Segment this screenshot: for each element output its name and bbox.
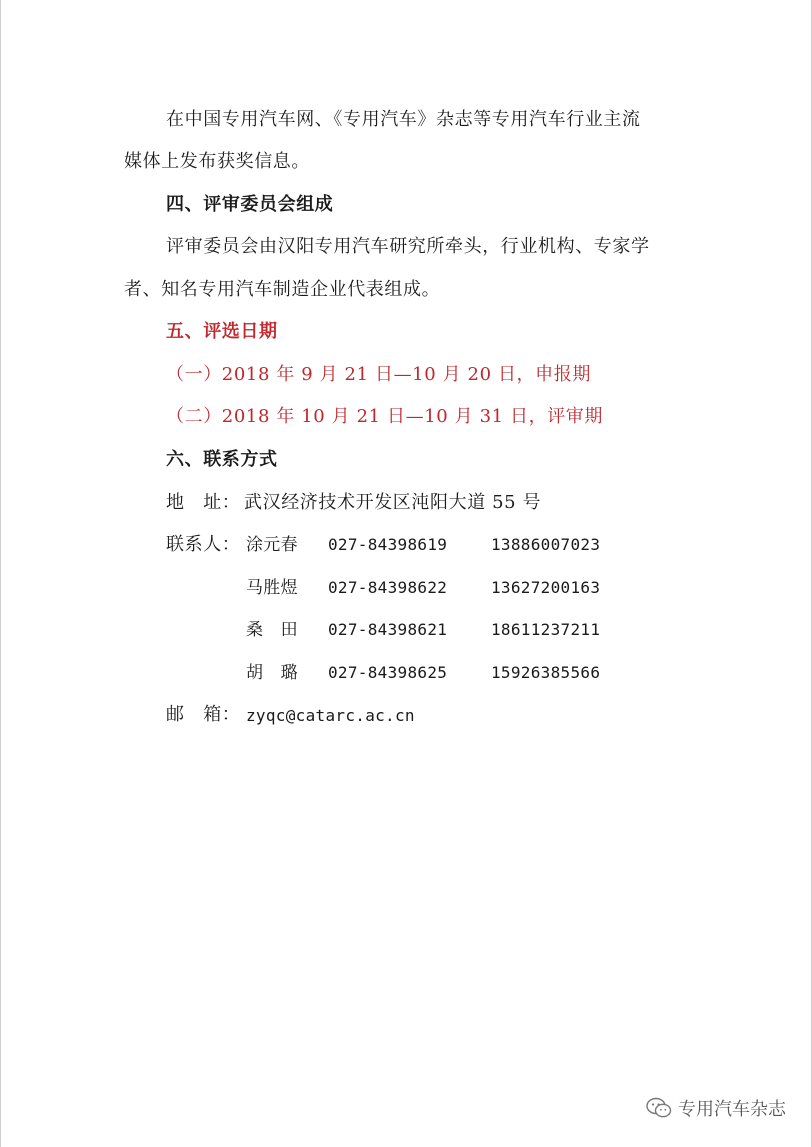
date-item: （二）2018 年 10 月 21 日—10 月 31 日，评审期 <box>166 406 603 427</box>
email-label: 邮 箱： <box>166 704 241 725</box>
wechat-icon <box>646 1097 672 1119</box>
paragraph-line: 者、知名专用汽车制造企业代表组成。 <box>124 279 441 300</box>
contact-name: 涂元春 <box>246 535 298 555</box>
contact-name: 胡 璐 <box>246 663 298 683</box>
paragraph-line: 在中国专用汽车网、《专用汽车》杂志等专用汽车行业主流 <box>166 109 641 130</box>
contact-mobile: 15926385566 <box>491 663 601 682</box>
address-value: 武汉经济技术开发区沌阳大道 55 号 <box>244 492 542 513</box>
section-heading: 六、联系方式 <box>166 449 278 470</box>
contact-phone: 027-84398622 <box>328 578 448 597</box>
contact-name: 桑 田 <box>246 620 298 640</box>
contact-label: 联系人： <box>166 534 241 555</box>
email-value: zyqc@catarc.ac.cn <box>246 706 415 725</box>
contact-name: 马胜煜 <box>246 578 298 598</box>
contact-mobile: 18611237211 <box>491 620 601 639</box>
address-label: 地 址： <box>166 492 241 513</box>
contact-phone: 027-84398625 <box>328 663 448 682</box>
contact-mobile: 13886007023 <box>491 535 601 554</box>
watermark-text: 专用汽车杂志 <box>678 1099 786 1120</box>
section-heading: 五、评选日期 <box>166 321 278 342</box>
paragraph-line: 评审委员会由汉阳专用汽车研究所牵头，行业机构、专家学 <box>166 236 650 257</box>
date-item: （一）2018 年 9 月 21 日—10 月 20 日，申报期 <box>166 364 591 385</box>
contact-mobile: 13627200163 <box>491 578 601 597</box>
paragraph-line: 媒体上发布获奖信息。 <box>124 151 310 172</box>
contact-phone: 027-84398619 <box>328 535 448 554</box>
section-heading: 四、评审委员会组成 <box>166 194 334 215</box>
watermark <box>646 1095 786 1121</box>
contact-phone: 027-84398621 <box>328 620 448 639</box>
